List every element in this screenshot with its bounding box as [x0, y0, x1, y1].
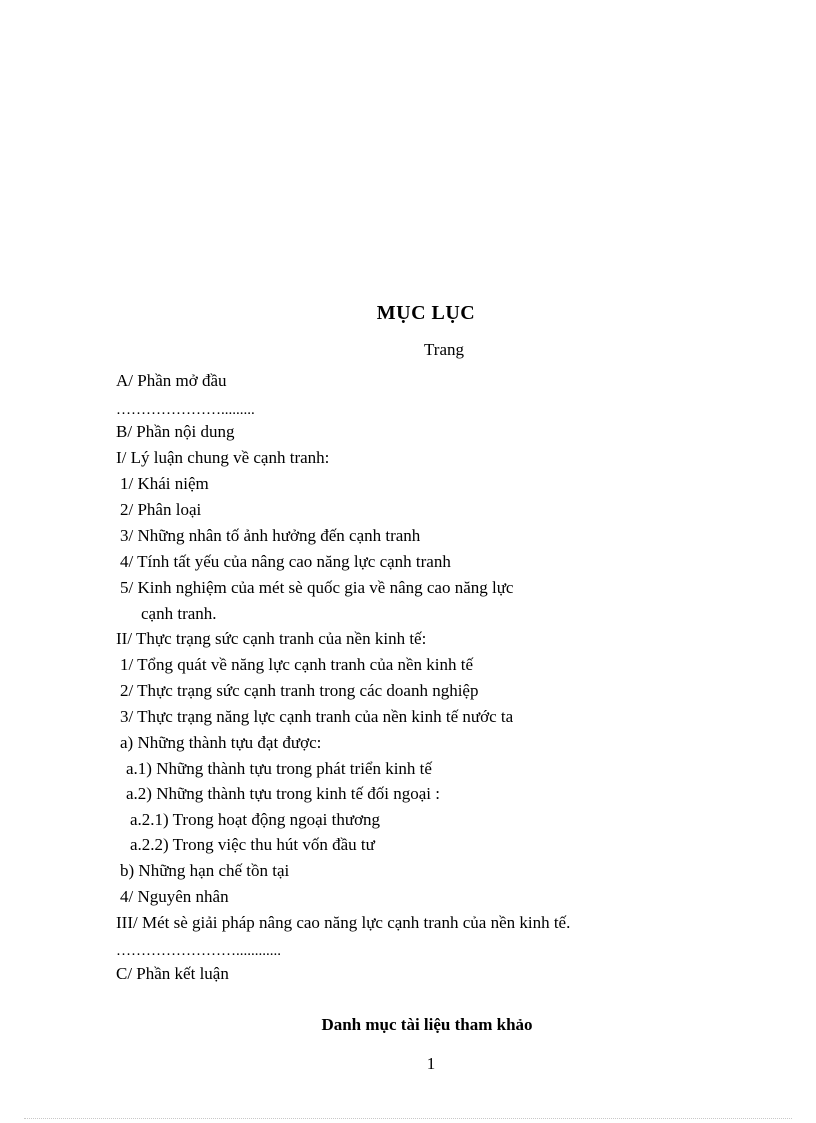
- toc-leader-dots: ……………………............: [116, 943, 281, 959]
- toc-entry: 3/ Thực trạng năng lực cạnh tranh của nền kinh tế nước ta: [120, 707, 514, 726]
- toc-entry: a.2.2) Trong việc thu hút vốn đầu tư: [130, 835, 375, 854]
- toc-title: MỤC LỤC: [376, 302, 476, 324]
- page-bottom-border: [24, 1118, 792, 1119]
- page-column-header: Trang: [424, 340, 464, 359]
- toc-entry: 5/ Kinh nghiệm của mét sè quốc gia về nâng cao năng lực: [120, 578, 514, 597]
- references-heading: Danh mục tài liệu tham khảo: [321, 1015, 533, 1034]
- toc-entry: A/ Phần mở đầu: [116, 371, 227, 390]
- toc-entry: 1/ Khái niệm: [120, 474, 209, 493]
- toc-entry: a.2) Những thành tựu trong kinh tế đối ngoại :: [126, 784, 440, 803]
- toc-entry: III/ Mét sè giải pháp nâng cao năng lực cạnh tranh của nền kinh tế.: [116, 913, 571, 932]
- toc-entry: C/ Phần kết luận: [116, 964, 229, 983]
- toc-entry: a.1) Những thành tựu trong phát triển kinh tế: [126, 759, 432, 778]
- toc-entry: 4/ Tính tất yếu của nâng cao năng lực cạnh tranh: [120, 552, 451, 571]
- toc-entry: B/ Phần nội dung: [116, 422, 235, 441]
- toc-entry: 2/ Thực trạng sức cạnh tranh trong các doanh nghiệp: [120, 681, 479, 700]
- toc-entry: cạnh tranh.: [141, 604, 217, 623]
- toc-entry: I/ Lý luận chung về cạnh tranh:: [116, 448, 330, 467]
- toc-entry: b) Những hạn chế tồn tại: [120, 861, 290, 880]
- toc-entry: 4/ Nguyên nhân: [120, 887, 229, 906]
- toc-entry: 1/ Tổng quát về năng lực cạnh tranh của nền kinh tế: [120, 655, 474, 674]
- toc-entry: II/ Thực trạng sức cạnh tranh của nền kinh tế:: [116, 629, 427, 648]
- page-number: 1: [426, 1054, 436, 1073]
- toc-entry: a.2.1) Trong hoạt động ngoại thương: [130, 810, 381, 829]
- toc-entry: a) Những thành tựu đạt được:: [120, 733, 322, 752]
- toc-leader-dots: ………………….........: [116, 402, 255, 418]
- toc-entry: 2/ Phân loại: [120, 500, 202, 519]
- toc-entry: 3/ Những nhân tố ảnh hưởng đến cạnh tranh: [120, 526, 421, 545]
